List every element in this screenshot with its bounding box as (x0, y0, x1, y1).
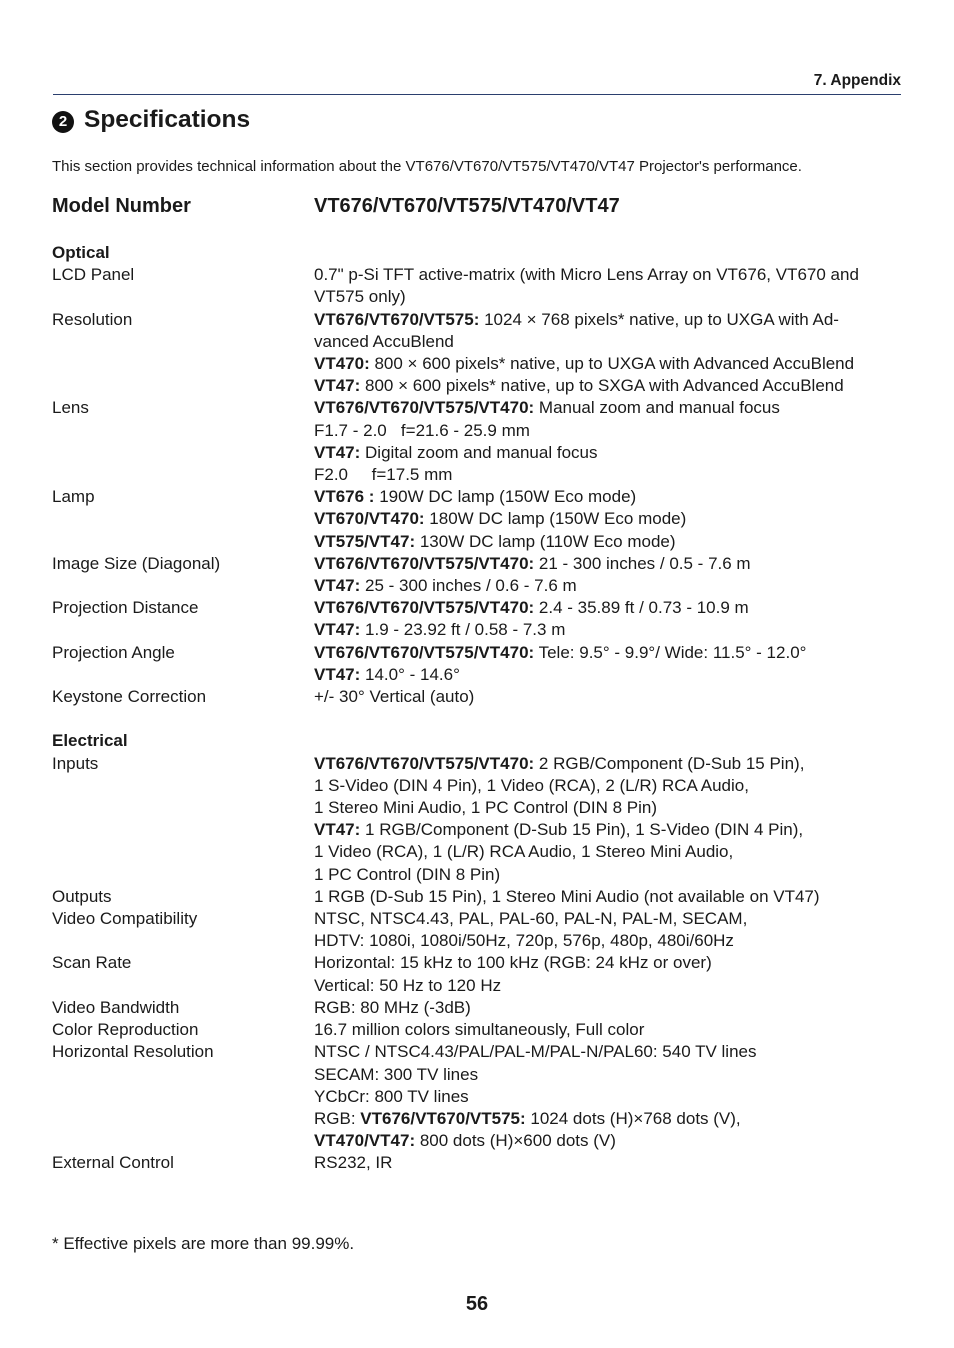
spec-value (314, 642, 902, 686)
spec-row-inputs (52, 753, 902, 886)
model-tag: VT676/VT670/VT575: (360, 1108, 526, 1128)
spec-label: Inputs (52, 753, 99, 773)
spec-line: Vertical: 50 Hz to 120 Hz (314, 975, 502, 995)
spec-text: RGB: (314, 1108, 361, 1128)
spec-label: Video Bandwidth (52, 997, 180, 1017)
spec-row-horizontal-resolution (52, 1041, 902, 1152)
spec-value (314, 1041, 902, 1152)
spec-text: 130W DC lamp (110W Eco mode) (415, 531, 676, 551)
spec-value (314, 686, 902, 708)
spec-row-lens (52, 397, 902, 486)
footnote: * Effective pixels are more than 99.99%. (52, 1234, 355, 1253)
spec-line: NTSC, NTSC4.43, PAL, PAL-60, PAL-N, PAL-M, SECAM, (314, 909, 748, 929)
spec-label: Lamp (52, 487, 95, 507)
spec-line: HDTV: 1080i, 1080i/50Hz, 720p, 576p, 480p, 480i/60Hz (314, 931, 734, 951)
intro-paragraph: This section provides technical information about the VT676/VT670/VT575/VT470/VT47 Projector's performance. (52, 158, 802, 175)
spec-value (314, 753, 902, 886)
spec-line (314, 486, 902, 508)
model-tag: VT575/VT47: (314, 531, 416, 551)
spec-label: Projection Distance (52, 598, 199, 618)
spec-line: 1 Video (RCA), 1 (L/R) RCA Audio, 1 Stereo Mini Audio, (314, 842, 734, 862)
spec-line: 16.7 million colors simultaneously, Full color (314, 1020, 645, 1040)
spec-value (314, 886, 902, 908)
spec-line: 1 RGB (D-Sub 15 Pin), 1 Stereo Mini Audio (not available on VT47) (314, 886, 820, 906)
spec-line (314, 531, 902, 553)
spec-text: 800 × 600 pixels* native, up to SXGA with Advanced AccuBlend (360, 376, 844, 396)
model-number-value: VT676/VT670/VT575/VT470/VT47 (314, 195, 620, 217)
spec-label: Keystone Correction (52, 687, 207, 707)
model-tag: VT47: (314, 664, 361, 684)
spec-line (314, 597, 902, 619)
spec-label: Scan Rate (52, 953, 132, 973)
spec-row-keystone (52, 686, 902, 708)
model-tag: VT676/VT670/VT575/VT470: (314, 642, 535, 662)
model-tag: VT47: (314, 620, 361, 640)
spec-text: 800 × 600 pixels* native, up to UXGA with Advanced AccuBlend (369, 354, 855, 374)
spec-line: YCbCr: 800 TV lines (314, 1086, 469, 1106)
spec-line (314, 353, 902, 375)
model-number-label: Model Number (52, 195, 191, 217)
spec-text: 180W DC lamp (150W Eco mode) (424, 509, 687, 529)
spec-line (314, 664, 902, 686)
spec-row-outputs (52, 886, 902, 908)
section-heading-optical: Optical (52, 243, 110, 262)
spec-value (314, 486, 902, 553)
spec-text: Digital zoom and manual focus (360, 442, 598, 462)
spec-label: Image Size (Diagonal) (52, 553, 221, 573)
spec-line (314, 508, 902, 530)
model-tag: VT676/VT670/VT575/VT470: (314, 753, 535, 773)
spec-line: SECAM: 300 TV lines (314, 1064, 479, 1084)
spec-line (314, 397, 902, 419)
spec-row-color-reproduction (52, 1019, 902, 1041)
page-title (52, 106, 250, 134)
spec-value (314, 397, 902, 486)
spec-line (314, 642, 902, 664)
spec-line: RGB: 80 MHz (-3dB) (314, 997, 471, 1017)
spec-value (314, 264, 902, 308)
spec-text: Manual zoom and manual focus (534, 398, 780, 418)
model-tag: VT676/VT670/VT575/VT470: (314, 398, 535, 418)
spec-text: 1.9 - 23.92 ft / 0.58 - 7.3 m (360, 620, 566, 640)
spec-row-scan-rate (52, 952, 902, 996)
spec-line (314, 309, 902, 331)
spec-text: 1024 dots (H)×768 dots (V), (525, 1108, 741, 1128)
spec-text: 1024 × 768 pixels* native, up to UXGA with Ad- (479, 309, 839, 329)
spec-line: 1 PC Control (DIN 8 Pin) (314, 864, 501, 884)
spec-row-resolution (52, 309, 902, 398)
header-divider (53, 94, 901, 95)
spec-line (314, 375, 902, 397)
model-tag: VT47: (314, 820, 361, 840)
spec-line (314, 442, 902, 464)
spec-label: Lens (52, 398, 89, 418)
model-tag: VT676/VT670/VT575: (314, 309, 480, 329)
spec-row-external-control (52, 1152, 902, 1174)
spec-text: 25 - 300 inches / 0.6 - 7.6 m (360, 576, 577, 596)
section-spacer (52, 708, 902, 730)
section-header: 7. Appendix (813, 72, 901, 89)
spec-text: 21 - 300 inches / 0.5 - 7.6 m (534, 553, 751, 573)
spec-line: 1 Stereo Mini Audio, 1 PC Control (DIN 8 Pin) (314, 798, 657, 818)
spec-line (314, 1108, 902, 1130)
spec-row-projection-angle (52, 642, 902, 686)
page-number: 56 (465, 1293, 489, 1315)
spec-line: F1.7 - 2.0 f=21.6 - 25.9 mm (314, 420, 530, 440)
spec-line (314, 553, 902, 575)
spec-label: Outputs (52, 886, 112, 906)
spec-line (314, 575, 902, 597)
section-heading-electrical: Electrical (52, 731, 128, 751)
model-tag: VT676 : (314, 487, 375, 507)
spec-label: Resolution (52, 309, 133, 329)
spec-line (314, 1130, 902, 1152)
spec-value (314, 309, 902, 398)
spec-value (314, 553, 902, 597)
spec-line: 0.7" p-Si TFT active-matrix (with Micro Lens Array on VT676, VT670 and (314, 265, 859, 285)
model-tag: VT670/VT470: (314, 509, 425, 529)
spec-line: vanced AccuBlend (314, 331, 454, 351)
spec-row-image-size (52, 553, 902, 597)
spec-table (52, 242, 902, 1175)
spec-text: 190W DC lamp (150W Eco mode) (374, 487, 637, 507)
spec-label: LCD Panel (52, 265, 135, 285)
spec-line: F2.0 f=17.5 mm (314, 465, 453, 485)
spec-value (314, 908, 902, 952)
spec-line: Horizontal: 15 kHz to 100 kHz (RGB: 24 kHz or over) (314, 953, 712, 973)
spec-text: 1 RGB/Component (D-Sub 15 Pin), 1 S-Video (DIN 4 Pin), (360, 820, 804, 840)
spec-value (314, 1152, 902, 1174)
spec-line: +/- 30° Vertical (auto) (314, 687, 475, 707)
spec-line: VT575 only) (314, 287, 406, 307)
title-text: Specifications (84, 106, 251, 133)
model-tag: VT676/VT670/VT575/VT470: (314, 553, 535, 573)
spec-value (314, 997, 902, 1019)
spec-line: 1 S-Video (DIN 4 Pin), 1 Video (RCA), 2 (L/R) RCA Audio, (314, 775, 749, 795)
model-tag: VT47: (314, 442, 361, 462)
numbered-bullet-icon: 2 (52, 111, 74, 133)
spec-value (314, 952, 902, 996)
spec-row-video-bandwidth (52, 997, 902, 1019)
spec-text: Tele: 9.5° - 9.9°/ Wide: 11.5° - 12.0° (534, 642, 807, 662)
spec-line (314, 619, 902, 641)
model-tag: VT470: (314, 354, 370, 374)
model-tag: VT676/VT670/VT575/VT470: (314, 598, 535, 618)
spec-label: Video Compatibility (52, 909, 198, 929)
spec-line (314, 819, 902, 841)
model-tag: VT470/VT47: (314, 1131, 416, 1151)
spec-label: Projection Angle (52, 642, 175, 662)
spec-text: 800 dots (H)×600 dots (V) (415, 1131, 616, 1151)
spec-line (314, 753, 902, 775)
spec-row-projection-distance (52, 597, 902, 641)
spec-value (314, 1019, 902, 1041)
spec-text: 2 RGB/Component (D-Sub 15 Pin), (534, 753, 805, 773)
spec-line: NTSC / NTSC4.43/PAL/PAL-M/PAL-N/PAL60: 540 TV lines (314, 1042, 757, 1062)
spec-line: RS232, IR (314, 1153, 393, 1173)
spec-label: Color Reproduction (52, 1020, 199, 1040)
spec-label: External Control (52, 1153, 174, 1173)
model-tag: VT47: (314, 376, 361, 396)
spec-row-lamp (52, 486, 902, 553)
spec-text: 14.0° - 14.6° (360, 664, 460, 684)
spec-row-lcd-panel (52, 264, 902, 308)
spec-text: 2.4 - 35.89 ft / 0.73 - 10.9 m (534, 598, 749, 618)
spec-value (314, 597, 902, 641)
model-tag: VT47: (314, 576, 361, 596)
spec-row-video-compatibility (52, 908, 902, 952)
spec-label: Horizontal Resolution (52, 1042, 214, 1062)
